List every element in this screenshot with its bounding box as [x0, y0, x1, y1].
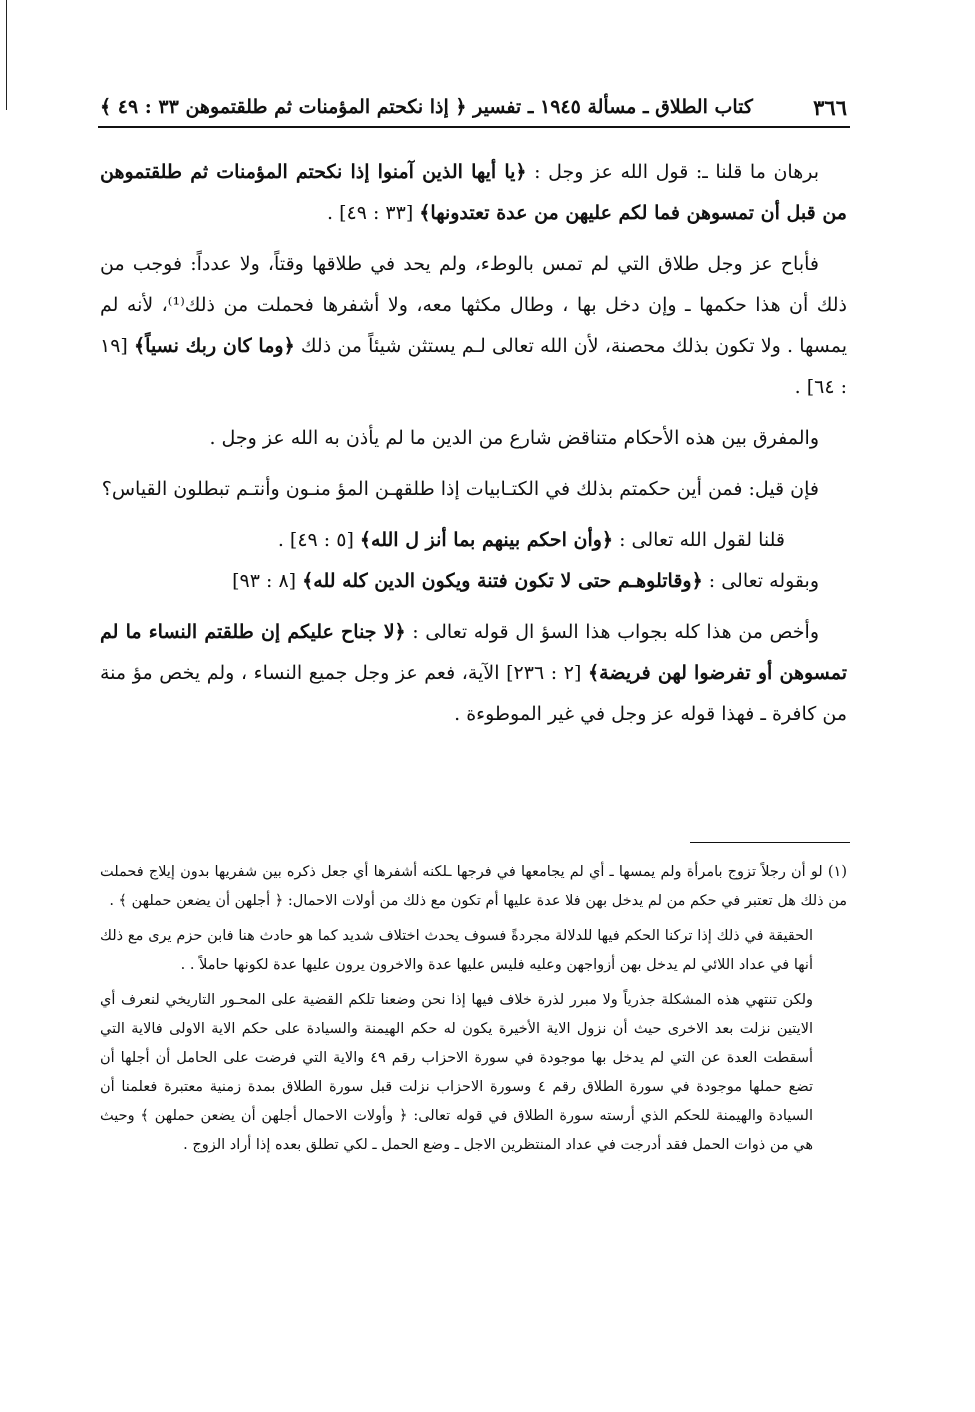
footnote-1-para-2: الحقيقة في ذلك إذا تركنا الحكم فيها للدلالة مجردةً فسوف يحدث اختلاف شديد كما هو حادث هنا فابن حزم يرى مع ذلك أنها في عداد اللائي لم يدخل بهن أزواجهن وعليه فليس عليها عدة والاخرون يرون عليها عدة لكونها حاملاً . . [100, 928, 813, 973]
p1-intro: برهان ما قلنا ـ: قول الله عز وجل : [534, 161, 819, 183]
footnotes [100, 858, 847, 1166]
footnote-1-para-3: ولكن تنتهي هذه المشكلة جذرياً ولا مبرر لذرة خلاف فيها إذا نحن وضعنا تلكم القضية على المحـور التاريخي لنعرف أي الايتين نزلت بعد الاخرى حيث أن نزول الاية الأخيرة يكون له حكم الهيمنة والسيادة على حكم الاية الاولى فالاية التي أسقطت العدة عن التي لم يدخل بها موجودة في سورة الاحزاب رقم ٤٩ والاية التي فرضت على الحامل أن أجلها أن تضع حملها موجودة في سورة الطلاق رقم ٤ وسورة الاحزاب نزلت قبل سورة الطلاق بمدة زمنية معتبرة فعلمنا أن السيادة والهيمنة للحكم الذي أرسته سورة الطلاق في قوله تعالى: ﴿ وأولات الاحمال أجلهن أن يضعن حملهن ﴾ وحيث هي من ذوات الحمل فقد أدرجت في عداد المنتظرين الاجل ـ وضع الحمل ـ لكي تطلق بعده إذا أراد الزوج . [100, 992, 813, 1153]
page-edge-line [6, 0, 7, 110]
p2-quran-quote: ﴿وما كان ربك نسياً﴾ [134, 335, 295, 357]
footnote-separator [690, 842, 850, 843]
paragraph-6 [100, 561, 847, 602]
p6-verse-ref: [٨ : ٩٣] [232, 570, 297, 592]
p1-quran-quote: ﴿يا أيها الذين آمنوا إذا نكحتم المؤمنات ثم طلقتموهن من قبل أن تمسوهن فما لكم عليهن من عدة تعتدونها﴾ [100, 161, 847, 224]
running-header [100, 90, 847, 124]
p1-verse-ref: [٣٣ : ٤٩] . [326, 202, 414, 224]
p5-quran-quote: ﴿وأن احكم بينهم بما أنز ل الله﴾ [359, 529, 614, 551]
p2-verse-ref: [١٩ : ٦٤] . [100, 335, 847, 398]
paragraph-4: فإن قيل: فمن أين حكمتم بذلك في الكتـابيات إذا طلقهـن المؤ منـون وأنتـم تبطلون القياس؟ [101, 478, 819, 500]
p7-rest: [٢ : ٢٣٦] الآية، فعم عز وجل جميع النساء ، ولم يخص مؤ منة من كافرة ـ فهذا قوله عز وجل في غير الموطوءة . [100, 662, 847, 725]
p6-intro: وبقوله تعالى : [708, 570, 819, 592]
p5-verse-ref: [٥ : ٤٩] . [277, 529, 354, 551]
p7-intro: وأخص من هذا كله بجواب هذا السؤ ال قوله تعالى : [412, 621, 819, 643]
paragraph-2 [100, 244, 847, 408]
main-text [100, 152, 847, 745]
p7-quran-quote: ﴿لا جناح عليكم إن طلقتم النساء ما لم تمسوهن أو تفرضوا لهن فريضة﴾ [100, 621, 847, 684]
header-rule [98, 126, 850, 128]
paragraph-7 [100, 612, 847, 735]
p2-text: فأباح عز وجل طلاق التي لم تمس بالوطء، ولم يحد في طلاقها وقتاً، ولا عدداً: فوجب من ذلك أن هذا حكمها ـ وإن دخل بها ، وطال مكثها معه، ولا أشفرها فحملت من ذلك⁽¹⁾، لأنه لم يمسها . ولا تكون بذلك محصنة، لأن الله تعالى لـم يستثن شيئاً من ذلك [100, 253, 848, 357]
p5-intro: قلنا لقول الله تعالى : [619, 529, 785, 551]
paragraph-3: والمفرق بين هذه الأحكام متناقض شارع من الدين ما لم يأذن به الله عز وجل . [209, 427, 819, 449]
footnote-1: (١) لو أن رجلاً تزوج بامرأة ولم يمسها ـ أي لم يجامعها في فرجها ـلكنه أشفرها أي جعل ذكره بين شفريها بدون إيلاج فحملت من ذلك هل تعتبر في حكم من لم يدخل بهن فلا عدة عليها أم تكون مع ذلك من أولات الاحمال: ﴿ أجلهن أن يضعن حملهن ﴾ . [100, 864, 847, 909]
paragraph-5 [100, 520, 847, 561]
running-title: كتاب الطلاق ـ مسألة ١٩٤٥ ـ تفسير ﴿ إذا نكحتم المؤمنات ثم طلقتموهن ٣٣ : ٤٩ ﴾ [100, 96, 753, 118]
p6-quran-quote: ﴿وقاتلوهـم حتى لا تكون فتنة ويكون الدين كله لله﴾ [302, 570, 703, 592]
page-number: ٣٦٦ [813, 94, 847, 120]
paragraph-1 [100, 152, 847, 234]
